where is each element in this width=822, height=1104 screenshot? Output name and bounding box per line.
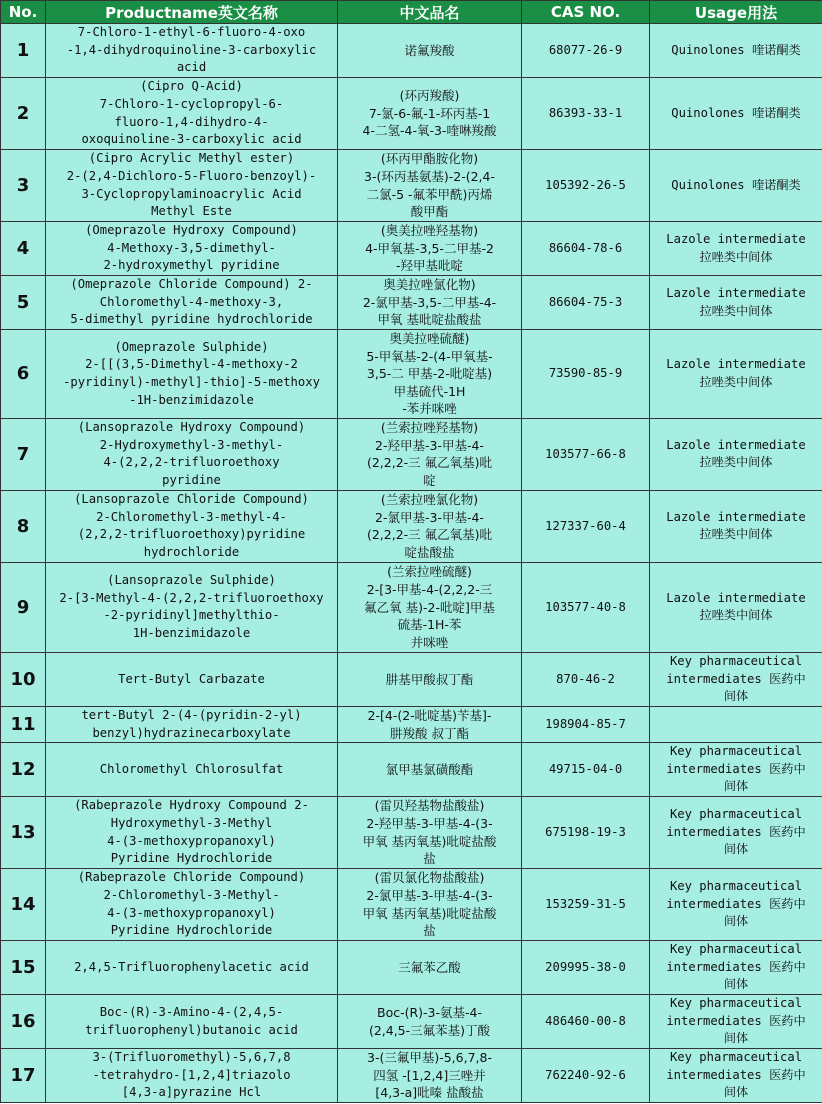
usage-cell-line: Key pharmaceutical [669, 879, 803, 894]
english-name-cell-line: 2,4,5-Trifluorophenylacetic acid [74, 959, 309, 974]
english-name-cell-line: (Cipro Q-Acid) [140, 79, 243, 94]
table-row [1, 78, 822, 150]
chinese-name-cell-line: 2-[3-甲基-4-(2,2,2-三 [366, 582, 493, 598]
chinese-name-cell-line: 四氢 -[1,2,4]三唑并 [373, 1067, 486, 1083]
english-name-cell [46, 869, 338, 941]
english-name-cell [46, 1049, 338, 1103]
english-name-cell [46, 78, 338, 150]
table-row [1, 330, 822, 419]
english-name-cell [46, 652, 338, 706]
chinese-name-cell-line: 盐 [423, 923, 436, 939]
table-row [1, 562, 822, 652]
cas-number-cell: 209995-38-0 [522, 941, 650, 995]
english-name-cell-line: trifluorophenyl)butanoic acid [85, 1022, 298, 1037]
chinese-name-cell-line: 甲氧 基丙氧基)吡啶盐酸 [362, 833, 497, 849]
chinese-name-cell-line: 肼基甲酸叔丁酯 [385, 671, 474, 687]
cas-number-cell: 86393-33-1 [522, 78, 650, 150]
english-name-cell-line: (Omeprazole Sulphide) [114, 339, 269, 354]
usage-cell-line: Lazole intermediate [666, 590, 806, 605]
usage-cell [650, 418, 822, 490]
table-row [1, 652, 822, 706]
usage-cell-line: Lazole intermediate [666, 509, 806, 524]
table-row [1, 869, 822, 941]
table-row [1, 941, 822, 995]
chinese-name-cell [338, 222, 522, 276]
usage-cell [650, 330, 822, 419]
usage-cell-line: 间体 [723, 842, 749, 857]
usage-cell [650, 78, 822, 150]
table-row [1, 276, 822, 330]
english-name-cell-line: (Omeprazole Chloride Compound) 2- [70, 277, 313, 292]
usage-cell [650, 941, 822, 995]
usage-cell [650, 222, 822, 276]
usage-cell-line: Quinolones 喹诺酮类 [671, 105, 801, 120]
english-name-cell-line: 2-[[(3,5-Dimethyl-4-methoxy-2 [85, 357, 298, 372]
usage-cell-line: intermediates 医药中 [666, 761, 806, 776]
cas-number-cell: 198904-85-7 [522, 706, 650, 742]
chinese-name-cell [338, 150, 522, 222]
table-row [1, 150, 822, 222]
chinese-name-cell [338, 743, 522, 797]
row-number: 7 [1, 418, 46, 490]
chinese-name-cell-line: (奥美拉唑羟基物) [380, 223, 479, 239]
header-row [1, 1, 822, 24]
english-name-cell-line: [4,3-a]pyrazine Hcl [121, 1085, 262, 1100]
english-name-cell-line: 2-[3-Methyl-4-(2,2,2-trifluoroethoxy [59, 590, 324, 605]
english-name-cell-line: 2-Hydroxymethyl-3-methyl- [99, 437, 284, 452]
row-number: 11 [1, 706, 46, 742]
chinese-name-cell [338, 797, 522, 869]
usage-cell [650, 276, 822, 330]
cas-number-cell: 486460-00-8 [522, 995, 650, 1049]
chinese-name-cell-line: 氯甲基氯磺酸酯 [385, 761, 474, 777]
usage-cell-line: Key pharmaceutical [669, 807, 803, 822]
chinese-name-cell-line: (雷贝氯化物盐酸盐) [374, 870, 485, 886]
chinese-name-cell-line: 盐 [423, 851, 436, 867]
chinese-name-cell [338, 24, 522, 78]
english-name-cell [46, 797, 338, 869]
chinese-name-cell-line: -苯并咪唑 [402, 401, 457, 417]
english-name-cell-line: Pyridine Hydrochloride [110, 851, 273, 866]
chinese-name-cell [338, 706, 522, 742]
chinese-name-cell-line: 并咪唑 [410, 634, 449, 650]
chinese-name-cell-line: (环丙羧酸) [399, 88, 460, 104]
english-name-cell-line: Chloromethyl Chlorosulfat [99, 761, 284, 776]
header-chinese-name: 中文品名 [338, 1, 522, 24]
table-row [1, 797, 822, 869]
row-number: 17 [1, 1049, 46, 1103]
chinese-name-cell-line: (兰索拉唑硫醚) [387, 564, 472, 580]
cas-number-cell: 49715-04-0 [522, 743, 650, 797]
chinese-name-cell-line: 2-[4-(2-吡啶基)苄基]- [367, 707, 492, 723]
english-name-cell-line: acid [176, 60, 207, 75]
usage-cell-line: intermediates 医药中 [666, 896, 806, 911]
chinese-name-cell-line: 甲基硫代-1H [393, 383, 466, 399]
usage-cell-line: Key pharmaceutical [669, 654, 803, 669]
english-name-cell [46, 222, 338, 276]
chinese-name-cell-line: Boc-(R)-3-氨基-4- [377, 1005, 482, 1021]
cas-number-cell: 127337-60-4 [522, 490, 650, 562]
usage-cell-line: 间体 [723, 689, 749, 704]
usage-cell-line: 拉唑类中间体 [699, 303, 773, 318]
english-name-cell-line: -1,4-dihydroquinoline-3-carboxylic [66, 42, 317, 57]
chinese-name-cell-line: 2-氯甲基-3,5-二甲基-4- [362, 294, 497, 310]
header-productname: Productname英文名称 [46, 1, 338, 24]
english-name-cell-line: (Lansoprazole Sulphide) [107, 573, 276, 588]
usage-cell-line: 拉唑类中间体 [699, 374, 773, 389]
english-name-cell-line: -2-pyridinyl]methylthio- [103, 608, 280, 623]
chinese-name-cell-line: 3,5-二 甲基-2-吡啶基) [366, 366, 493, 382]
table-row [1, 706, 822, 742]
usage-cell-line: 拉唑类中间体 [699, 527, 773, 542]
usage-cell-line: Key pharmaceutical [669, 744, 803, 759]
english-name-cell [46, 995, 338, 1049]
chinese-name-cell-line: 2-氯甲基-3-甲基-4-(3- [366, 888, 493, 904]
english-name-cell-line: -pyridinyl)-methyl]-thio]-5-methoxy [63, 374, 320, 389]
usage-cell-line: Lazole intermediate [666, 357, 806, 372]
chinese-name-cell-line: 2-羟甲基-3-甲基-4- [375, 437, 484, 453]
chinese-name-cell-line: 2-氯甲基-3-甲基-4- [375, 509, 484, 525]
cas-number-cell: 68077-26-9 [522, 24, 650, 78]
chinese-name-cell [338, 1049, 522, 1103]
english-name-cell [46, 24, 338, 78]
row-number: 6 [1, 330, 46, 419]
table-row [1, 418, 822, 490]
chinese-name-cell-line: (2,2,2-三 氟乙氧基)吡 [366, 455, 493, 471]
chinese-name-cell-line: 奥美拉唑硫醚) [389, 331, 470, 346]
usage-cell [650, 490, 822, 562]
english-name-cell-line: -tetrahydro-[1,2,4]triazolo [92, 1067, 291, 1082]
english-name-cell-line: Methyl Este [151, 204, 232, 219]
english-name-cell [46, 562, 338, 652]
usage-cell-line: Key pharmaceutical [669, 996, 803, 1011]
english-name-cell [46, 706, 338, 742]
usage-cell-line: 间体 [723, 779, 749, 794]
usage-cell-line: intermediates 医药中 [666, 959, 806, 974]
chinese-name-cell [338, 995, 522, 1049]
chinese-name-cell-line: [4,3-a]吡嗪 盐酸盐 [375, 1085, 484, 1101]
usage-cell [650, 652, 822, 706]
chinese-name-cell-line: 3-(三氟甲基)-5,6,7,8- [367, 1050, 492, 1066]
row-number: 12 [1, 743, 46, 797]
chinese-name-cell [338, 869, 522, 941]
english-name-cell-line: 1H-benzimidazole [132, 626, 251, 641]
english-name-cell-line: 4-Methoxy-3,5-dimethyl- [107, 240, 276, 255]
usage-cell [650, 562, 822, 652]
chinese-name-cell [338, 418, 522, 490]
row-number: 5 [1, 276, 46, 330]
english-name-cell-line: hydrochloride [143, 545, 240, 560]
table-row [1, 743, 822, 797]
usage-cell [650, 797, 822, 869]
english-name-cell-line: (Lansoprazole Chloride Compound) [74, 492, 309, 507]
english-name-cell [46, 743, 338, 797]
chinese-name-cell-line: 4-二氢-4-氧-3-喹啉羧酸 [362, 123, 497, 139]
english-name-cell-line: 2-(2,4-Dichloro-5-Fluoro-benzoyl)- [66, 168, 317, 183]
chinese-name-cell-line: 甲氧 基丙氧基)吡啶盐酸 [362, 905, 497, 921]
english-name-cell [46, 330, 338, 419]
table-row [1, 490, 822, 562]
usage-cell [650, 24, 822, 78]
english-name-cell-line: oxoquinoline-3-carboxylic acid [81, 132, 302, 147]
usage-cell-line: 拉唑类中间体 [699, 249, 773, 264]
english-name-cell-line: 4-(2,2,2-trifluoroethoxy [103, 455, 280, 470]
usage-cell-line: Quinolones 喹诺酮类 [671, 177, 801, 192]
chinese-name-cell [338, 276, 522, 330]
cas-number-cell: 86604-75-3 [522, 276, 650, 330]
table-row [1, 1049, 822, 1103]
english-name-cell-line: (2,2,2-trifluoroethoxy)pyridine [77, 527, 306, 542]
chinese-name-cell-line: 诺氟羧酸 [404, 42, 455, 58]
english-name-cell-line: 4-(3-methoxypropanoxyl) [107, 833, 276, 848]
cas-number-cell: 762240-92-6 [522, 1049, 650, 1103]
english-name-cell-line: 2-Chloromethyl-3-Methyl- [103, 888, 280, 903]
usage-cell-line: Lazole intermediate [666, 231, 806, 246]
usage-cell-line: Lazole intermediate [666, 437, 806, 452]
usage-cell-line: 拉唑类中间体 [699, 455, 773, 470]
header-usage: Usage用法 [650, 1, 822, 24]
usage-cell-line: intermediates 医药中 [666, 671, 806, 686]
english-name-cell-line: 3-(Trifluoromethyl)-5,6,7,8 [92, 1050, 291, 1065]
chinese-name-cell-line: 氟乙氧 基)-2-吡啶]甲基 [364, 599, 495, 615]
chinese-name-cell-line: 4-甲氧基-3,5-二甲基-2 [365, 240, 494, 256]
chinese-name-cell-line: 甲氧 基吡啶盐酸盐 [377, 312, 482, 328]
usage-cell-line: 间体 [723, 1031, 749, 1046]
chinese-name-cell-line: 酸甲酯 [410, 204, 449, 220]
chinese-name-cell-line: 奥美拉唑氯化物) [383, 277, 476, 293]
chinese-name-cell-line: 肼羧酸 叔丁酯 [390, 725, 469, 741]
row-number: 1 [1, 24, 46, 78]
row-number: 2 [1, 78, 46, 150]
chinese-name-cell-line: (雷贝羟基物盐酸盐) [374, 798, 485, 814]
english-name-cell-line: Hydroxymethyl-3-Methyl [110, 816, 273, 831]
chinese-name-cell-line: -羟甲基吡啶 [395, 258, 463, 274]
table-row [1, 24, 822, 78]
english-name-cell-line: (Rabeprazole Chloride Compound) [77, 870, 306, 885]
usage-cell [650, 150, 822, 222]
english-name-cell [46, 418, 338, 490]
usage-cell-line: Key pharmaceutical [669, 942, 803, 957]
english-name-cell-line: Pyridine Hydrochloride [110, 923, 273, 938]
row-number: 3 [1, 150, 46, 222]
english-name-cell-line: 2-hydroxymethyl pyridine [103, 258, 280, 273]
english-name-cell-line: (Cipro Acrylic Methyl ester) [88, 151, 295, 166]
english-name-cell-line: 5-dimethyl pyridine hydrochloride [70, 312, 313, 327]
chinese-name-cell-line: (环丙甲酯胺化物) [380, 151, 479, 167]
usage-cell-line: intermediates 医药中 [666, 1067, 806, 1082]
row-number: 13 [1, 797, 46, 869]
chinese-name-cell [338, 562, 522, 652]
english-name-cell-line: benzyl)hydrazinecarboxylate [92, 725, 291, 740]
chinese-name-cell-line: (兰索拉唑羟基物) [380, 420, 479, 436]
chinese-name-cell-line: 二氯-5 -氟苯甲酰)丙烯 [366, 186, 493, 202]
usage-cell-line: 拉唑类中间体 [699, 608, 773, 623]
chinese-name-cell [338, 490, 522, 562]
english-name-cell-line: 2-Chloromethyl-3-methyl-4- [96, 509, 287, 524]
english-name-cell-line: Tert-Butyl Carbazate [118, 671, 265, 686]
chinese-name-cell-line: 3-(环丙基氨基)-2-(2,4- [364, 168, 495, 184]
row-number: 10 [1, 652, 46, 706]
chinese-name-cell [338, 78, 522, 150]
english-name-cell-line: tert-Butyl 2-(4-(pyridin-2-yl) [81, 707, 302, 722]
chinese-name-cell-line: (2,2,2-三 氟乙氧基)吡 [366, 527, 493, 543]
chinese-name-cell-line: 2-羟甲基-3-甲基-4-(3- [366, 816, 493, 832]
english-name-cell-line: 3-Cyclopropylaminoacrylic Acid [81, 186, 302, 201]
usage-cell-line: 间体 [723, 1085, 749, 1100]
english-name-cell [46, 150, 338, 222]
english-name-cell-line: -1H-benzimidazole [129, 392, 254, 407]
row-number: 8 [1, 490, 46, 562]
chinese-name-cell [338, 652, 522, 706]
cas-number-cell: 870-46-2 [522, 652, 650, 706]
chinese-name-cell-line: 啶 [423, 473, 436, 489]
english-name-cell-line: fluoro-1,4-dihydro-4- [114, 114, 269, 129]
chinese-name-cell-line: 啶盐酸盐 [404, 545, 455, 561]
chinese-name-cell-line: 硫基-1H-苯 [397, 617, 462, 633]
usage-cell [650, 995, 822, 1049]
english-name-cell-line: 7-Chloro-1-cyclopropyl-6- [99, 96, 284, 111]
table-row [1, 222, 822, 276]
cas-number-cell: 73590-85-9 [522, 330, 650, 419]
chinese-name-cell-line: 7-氯-6-氟-1-环丙基-1 [368, 105, 491, 121]
english-name-cell-line: (Omeprazole Hydroxy Compound) [85, 223, 298, 238]
usage-cell-line: 间体 [723, 914, 749, 929]
english-name-cell-line: (Rabeprazole Hydroxy Compound 2- [74, 798, 309, 813]
cas-number-cell: 103577-66-8 [522, 418, 650, 490]
english-name-cell-line: Chloromethyl-4-methoxy-3, [99, 294, 284, 309]
usage-cell-line: intermediates 医药中 [666, 1013, 806, 1028]
usage-cell [650, 706, 822, 742]
row-number: 14 [1, 869, 46, 941]
chinese-name-cell-line: (2,4,5-三氟苯基)丁酸 [368, 1022, 491, 1038]
usage-cell [650, 1049, 822, 1103]
english-name-cell [46, 490, 338, 562]
header-cas-no: CAS NO. [522, 1, 650, 24]
english-name-cell-line: 7-Chloro-1-ethyl-6-fluoro-4-oxo [77, 25, 306, 40]
header-no: No. [1, 1, 46, 24]
usage-cell-line: 间体 [723, 977, 749, 992]
usage-cell-line: Quinolones 喹诺酮类 [671, 42, 801, 57]
row-number: 16 [1, 995, 46, 1049]
chinese-name-cell-line: (兰索拉唑氯化物) [380, 492, 479, 508]
chinese-name-cell [338, 941, 522, 995]
chinese-name-cell-line: 三氟苯乙酸 [398, 959, 461, 975]
cas-number-cell: 105392-26-5 [522, 150, 650, 222]
usage-cell-line: intermediates 医药中 [666, 824, 806, 839]
english-name-cell [46, 941, 338, 995]
cas-number-cell: 103577-40-8 [522, 562, 650, 652]
cas-number-cell: 153259-31-5 [522, 869, 650, 941]
chinese-name-cell-line: 5-甲氧基-2-(4-甲氧基- [366, 348, 493, 364]
english-name-cell-line: (Lansoprazole Hydroxy Compound) [77, 420, 306, 435]
row-number: 4 [1, 222, 46, 276]
table-row [1, 995, 822, 1049]
usage-cell [650, 869, 822, 941]
cas-number-cell: 86604-78-6 [522, 222, 650, 276]
chinese-name-cell [338, 330, 522, 419]
english-name-cell-line: 4-(3-methoxypropanoxyl) [107, 905, 276, 920]
row-number: 15 [1, 941, 46, 995]
english-name-cell [46, 276, 338, 330]
usage-cell-line: Lazole intermediate [666, 285, 806, 300]
row-number: 9 [1, 562, 46, 652]
english-name-cell-line: Boc-(R)-3-Amino-4-(2,4,5- [99, 1005, 284, 1020]
english-name-cell-line: pyridine [162, 473, 221, 488]
usage-cell-line: Key pharmaceutical [669, 1050, 803, 1065]
cas-number-cell: 675198-19-3 [522, 797, 650, 869]
usage-cell [650, 743, 822, 797]
